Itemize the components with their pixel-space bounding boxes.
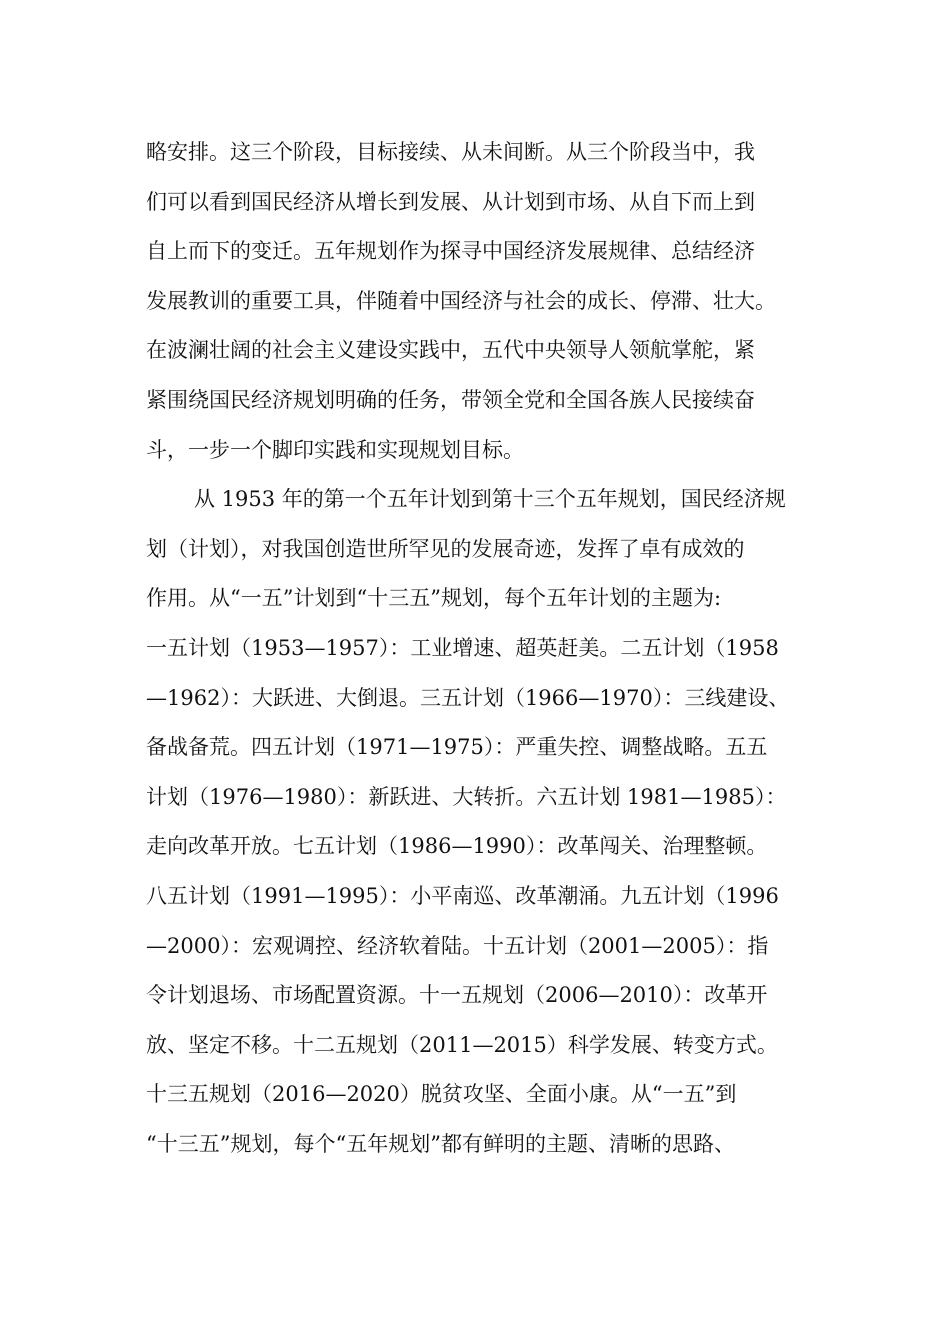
text-line: 放、坚定不移。十二五规划（2011—2015）科学发展、转变方式。: [146, 1032, 778, 1057]
text-line: [146, 1169, 806, 1219]
text-line: —2000）：宏观调控、经济软着陆。十五计划（2001—2005）：指: [146, 933, 769, 958]
text-line: 们可以看到国民经济从增长到发展、从计划到市场、从自下而上到: [146, 189, 755, 214]
text-line: 发展教训的重要工具，伴随着中国经济与社会的成长、停滞、壮大。: [146, 288, 776, 313]
text-line: 令计划退场、市场配置资源。十一五规划（2006—2010）：改革开: [146, 983, 768, 1008]
text-line: 备战备荒。四五计划（1971—1975）：严重失控、调整战略。五五: [146, 735, 768, 760]
paragraph-2: [146, 475, 806, 1219]
text-line: 十三五规划（2016—2020）脱贫攻坚、全面小康。从“一五”到: [146, 1082, 737, 1107]
text-line: 从 1953 年的第一个五年计划到第十三个五年规划，国民经济规: [194, 487, 786, 512]
text-line: “十三五”规划，每个“五年规划”都有鲜明的主题、清晰的思路、: [146, 1131, 735, 1156]
paragraph-1: [146, 128, 806, 475]
text-line: 走向改革开放。七五计划（1986—1990）：改革闯关、治理整顿。: [146, 834, 768, 859]
text-line: 紧围绕国民经济规划明确的任务，带领全党和全国各族人民接续奋: [146, 387, 755, 412]
text-line: —1962）：大跃进、大倒退。三五计划（1966—1970）：三线建设、: [146, 685, 790, 710]
text-line: 划（计划），对我国创造世所罕见的发展奇迹，发挥了卓有成效的: [146, 536, 745, 561]
text-line: 斗，一步一个脚印实践和实现规划目标。: [146, 437, 524, 462]
text-line: 计划（1976—1980）：新跃进、大转折。六五计划 1981—1985）：: [146, 784, 787, 809]
text-line: 略安排。这三个阶段，目标接续、从未间断。从三个阶段当中，我: [146, 140, 755, 164]
text-line: 在波澜壮阔的社会主义建设实践中，五代中央领导人领航掌舵，紧: [146, 338, 755, 363]
body-text: [146, 128, 806, 1219]
text-line: 一五计划（1953—1957）：工业增速、超英赶美。二五计划（1958: [146, 635, 779, 660]
text-line: 八五计划（1991—1995）：小平南巡、改革潮涌。九五计划（1996: [146, 883, 779, 908]
text-line: 作用。从“一五”计划到“十三五”规划，每个五年计划的主题为:: [146, 586, 722, 611]
text-line: 自上而下的变迁。五年规划作为探寻中国经济发展规律、总结经济: [146, 239, 755, 264]
